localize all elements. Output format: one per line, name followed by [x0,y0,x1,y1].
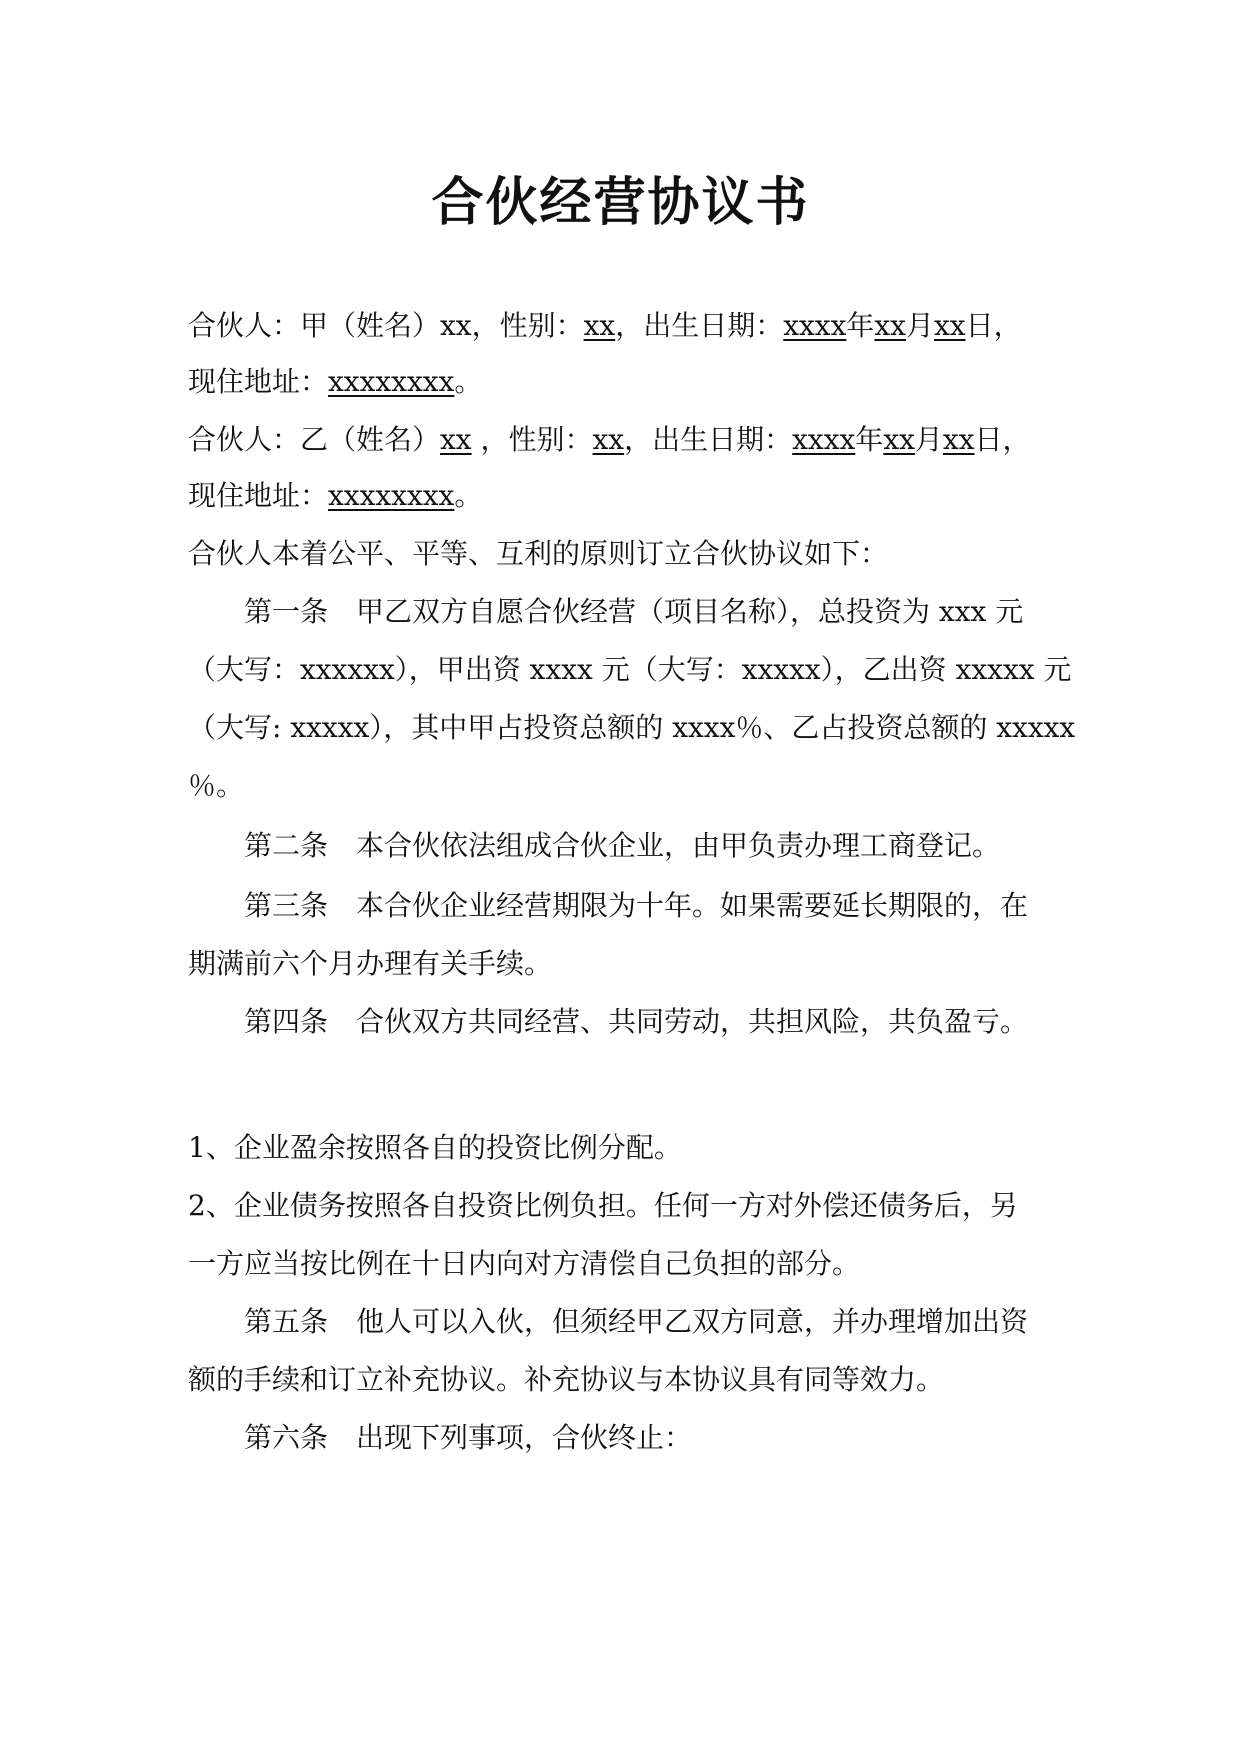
item-2-line-2: 一方应当按比例在十日内向对方清偿自己负担的部分。 [188,1247,861,1280]
address-label: 现住地址： [188,479,329,512]
partner-a-prefix: 合伙人：甲（姓名）xx，性别： [188,309,584,342]
partner-b-birth-month: xx [883,423,915,456]
article-6 [244,1420,1058,1456]
item-1: 1、企业盈余按照各自的投资比例分配。 [188,1131,682,1164]
article-3-line-1 [244,888,1058,924]
article-1-line-2: （大写：xxxxxx），甲出资 xxxx 元（大写：xxxxx），乙出资 xxxxx 元 [188,653,1072,686]
address-end: 。 [454,365,483,398]
article-2-text: 本合伙依法组成合伙企业，由甲负责办理工商登记。 [356,829,1001,862]
article-4-text: 合伙双方共同经营、共同劳动，共担风险，共负盈亏。 [356,1005,1029,1038]
article-5-text: 他人可以入伙，但须经甲乙双方同意，并办理增加出资 [356,1305,1029,1338]
year-unit: 年 [846,309,875,342]
address-end: 。 [454,479,483,512]
partner-b-prefix: 合伙人：乙（姓名） [188,423,441,456]
day-unit: 日， [974,423,1031,456]
partner-a-line [188,308,1058,344]
year-unit: 年 [855,423,884,456]
partner-a-dob-label: ，出生日期： [615,309,784,342]
article-3-text: 本合伙企业经营期限为十年。如果需要延长期限的，在 [356,889,1029,922]
partner-b-dob-label: ，出生日期： [624,423,793,456]
partner-a-gender: xx [583,309,616,342]
partner-b-gender: xx [592,423,625,456]
partner-a-birth-year: xxxx [783,309,847,342]
partner-a-birth-month: xx [874,309,906,342]
article-1-text: 甲乙双方自愿合伙经营（项目名称），总投资为 xxx 元 [356,595,1024,628]
partner-a-address-line [188,364,1058,400]
article-2 [244,828,1058,864]
partner-b-address-line [188,478,1058,514]
address-label: 现住地址： [188,365,329,398]
article-1-line-3: （大写: xxxxx），其中甲占投资总额的 xxxx％、乙占投资总额的 xxxxx [188,711,1076,744]
partner-a-address: xxxxxxxx [328,365,455,398]
partner-b-address: xxxxxxxx [328,479,455,512]
partner-b-line [188,422,1058,458]
article-1-line-4: ％。 [188,769,245,802]
article-2-label: 第二条 [244,829,329,862]
article-6-label: 第六条 [244,1421,329,1454]
partner-a-birth-day: xx [934,309,966,342]
partner-b-birth-year: xxxx [792,423,856,456]
article-4-label: 第四条 [244,1005,329,1038]
preamble: 合伙人本着公平、平等、互利的原则订立合伙协议如下： [188,537,889,570]
article-5-line-1 [244,1304,1058,1340]
month-unit: 月 [914,423,943,456]
article-4 [244,1004,1058,1040]
month-unit: 月 [905,309,934,342]
document-title: 合伙经营协议书 [431,173,810,233]
article-6-text: 出现下列事项，合伙终止： [356,1421,693,1454]
article-3-label: 第三条 [244,889,329,922]
article-5-label: 第五条 [244,1305,329,1338]
article-1-label: 第一条 [244,595,329,628]
day-unit: 日， [965,309,1022,342]
item-2-line-1: 2、企业债务按照各自投资比例负担。任何一方对外偿还债务后，另 [188,1189,1018,1222]
partner-b-birth-day: xx [942,423,975,456]
article-1-line-1 [244,594,1058,630]
article-5-line-2: 额的手续和订立补充协议。补充协议与本协议具有同等效力。 [188,1363,945,1396]
partner-b-gender-label: ，性别： [471,423,593,456]
partner-b-name: xx [440,423,472,456]
article-3-line-2: 期满前六个月办理有关手续。 [188,947,553,980]
